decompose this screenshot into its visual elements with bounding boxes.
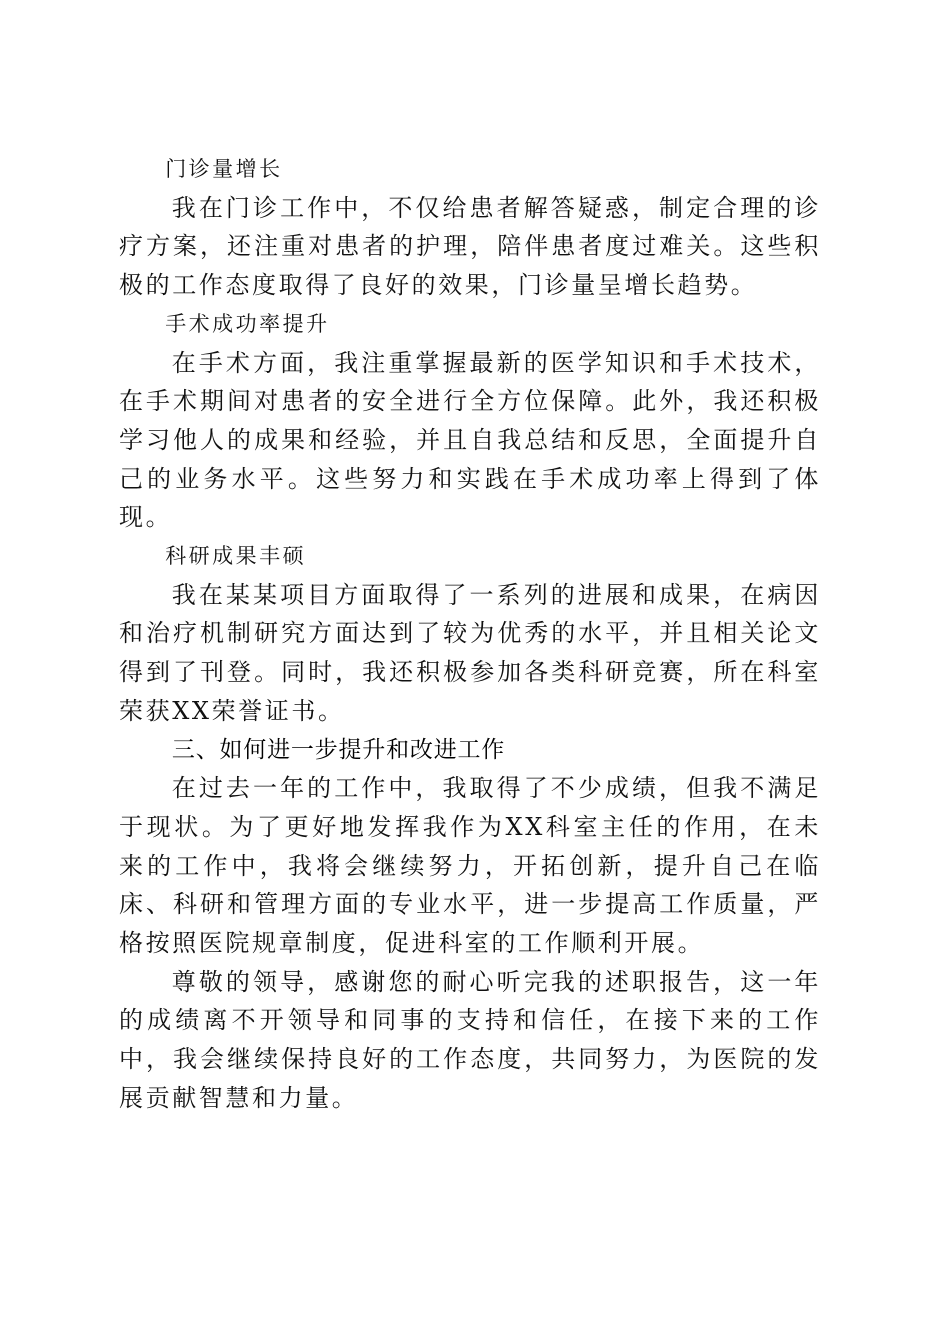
subheading-outpatient-growth: 门诊量增长 bbox=[165, 157, 283, 181]
document-body bbox=[119, 150, 821, 1118]
subheading-research-results: 科研成果丰硕 bbox=[165, 544, 307, 569]
paragraph-closing: 尊敬的领导，感谢您的耐心听完我的述职报告，这一年的成绩离不开领导和同事的支持和信任，在接下来的工作中，我会继续保持良好的工作态度，共同努力，为医院的发展贡献智慧和力量。 bbox=[119, 967, 821, 1112]
paragraph-outpatient: 我在门诊工作中，不仅给患者解答疑惑，制定合理的诊疗方案，还注重对患者的护理，陪伴患者度过难关。这些积极的工作态度取得了良好的效果，门诊量呈增长趋势。 bbox=[119, 193, 821, 300]
subheading-surgery-success: 手术成功率提升 bbox=[165, 311, 330, 336]
paragraph-future-work: 在过去一年的工作中，我取得了不少成绩，但我不满足于现状。为了更好地发挥我作为XX科室主任的作用，在未来的工作中，我将会继续努力，开拓创新，提升自己在临床、科研和管理方面的专业水平，进一步提高工作质量，严格按照医院规章制度，促进科室的工作顺利开展。 bbox=[119, 774, 821, 958]
paragraph-surgery: 在手术方面，我注重掌握最新的医学知识和手术技术，在手术期间对患者的安全进行全方位保障。此外，我还积极学习他人的成果和经验，并且自我总结和反思，全面提升自己的业务水平。这些努力和实践在手术成功率上得到了体现。 bbox=[119, 348, 821, 532]
paragraph-research: 我在某某项目方面取得了一系列的进展和成果，在病因和治疗机制研究方面达到了较为优秀的水平，并且相关论文得到了刊登。同时，我还积极参加各类科研竞赛，所在科室荣获XX荣誉证书。 bbox=[119, 580, 821, 725]
section-heading-improvement: 三、如何进一步提升和改进工作 bbox=[171, 736, 506, 763]
